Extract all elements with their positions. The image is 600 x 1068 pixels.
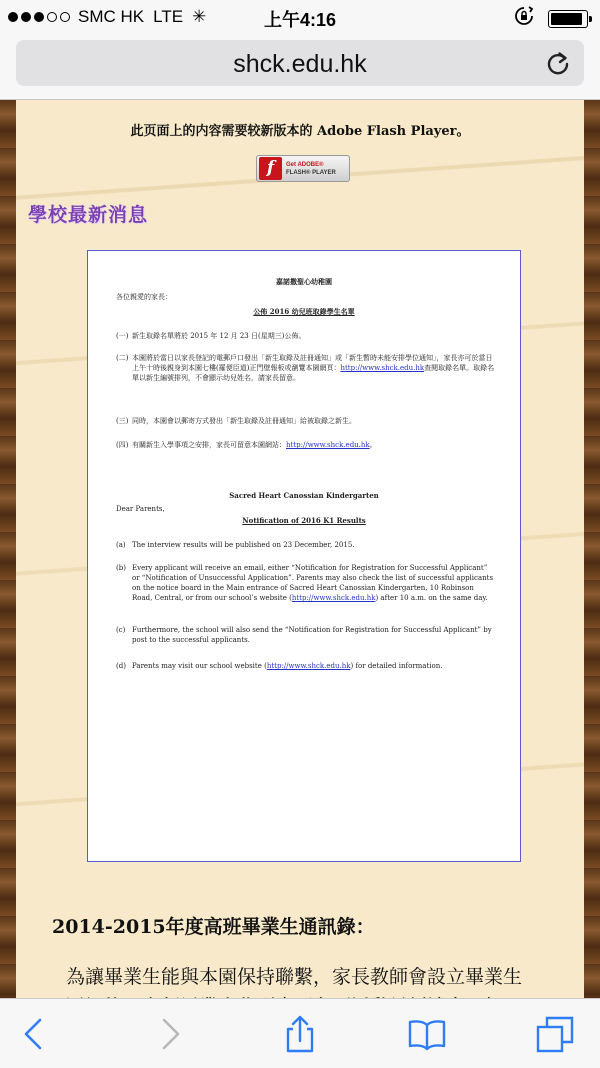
item-text-a: 本園將於當日以家長登記的電郵戶口發出「新生取錄及註冊通知」或「新生暫時未能安排學位通知」，家長亦可於當日上午十時後親身到本園七樓(羅便臣道)正門壁報板或瀏覽本園網頁： xyxy=(132,354,493,372)
item-number: (四) xyxy=(116,441,129,449)
notice-en-item xyxy=(116,661,496,671)
item-text-b: ) after 10 a.m. on the same day. xyxy=(375,594,488,602)
notice-zh-item xyxy=(116,440,496,450)
get-flash-player-button[interactable] xyxy=(256,155,350,182)
tabs-icon xyxy=(534,1013,576,1055)
notice-en-greeting: Dear Parents, xyxy=(116,505,165,513)
back-button[interactable] xyxy=(14,1013,56,1055)
notice-en-school: Sacred Heart Canossian Kindergarten xyxy=(229,491,379,500)
notice-en-item xyxy=(116,563,496,603)
browser-toolbar xyxy=(0,998,600,1068)
flash-required-message: 此页面上的内容需要较新版本的 Adobe Flash Player。 xyxy=(130,124,470,139)
item-text-b: ) for detailed information. xyxy=(350,662,443,670)
battery-fill xyxy=(551,13,582,25)
notice-zh-item xyxy=(116,353,496,383)
flash-badge-text xyxy=(286,161,336,177)
forward-button[interactable] xyxy=(148,1013,190,1055)
status-bar xyxy=(0,0,600,34)
item-text: The interview results will be published on 23 December, 2015. xyxy=(132,541,355,549)
item-text-a: 有關新生入學事項之安排，家長可留意本園網站： xyxy=(132,441,286,449)
item-text-a: Every applicant will receive an email, either “Notification for Registration for Successful Applicant” or “Notification of Unsuccessful Application”. Parents may also check the list of successful applicants on the notice board in the Main entrance of Sacred Heart Canossian Kindergarten, 10 Robinson Road, Central, or from our school’s website ( xyxy=(132,564,494,602)
flash-badge-line1: Get ADOBE® xyxy=(286,161,324,168)
wood-frame-left xyxy=(0,100,16,998)
flash-logo-icon: f xyxy=(259,157,282,180)
bookmarks-button[interactable] xyxy=(406,1013,448,1055)
school-website-link[interactable]: http://www.shck.edu.hk xyxy=(286,441,370,449)
school-website-link[interactable]: http://www.shck.edu.hk xyxy=(340,364,425,372)
admission-notice xyxy=(87,250,521,862)
web-content[interactable] xyxy=(0,100,600,998)
bookmarks-icon xyxy=(406,1013,448,1055)
content-board xyxy=(16,100,584,998)
battery-icon xyxy=(548,10,588,28)
item-text-a: Parents may visit our school website ( xyxy=(132,662,267,670)
notice-zh-item xyxy=(116,331,496,341)
item-number: (一) xyxy=(116,332,129,340)
rotation-lock-icon xyxy=(514,6,534,31)
school-website-link[interactable]: http://www.shck.edu.hk xyxy=(291,594,376,602)
status-right xyxy=(514,6,588,31)
news-section-title: 學校最新消息 xyxy=(28,205,149,226)
reload-icon[interactable] xyxy=(544,49,572,77)
item-text xyxy=(116,440,496,450)
item-number: (c) xyxy=(116,626,126,634)
school-website-link[interactable]: http://www.shck.edu.hk xyxy=(266,662,351,670)
item-text xyxy=(116,353,496,383)
address-bar-area xyxy=(0,34,600,100)
wood-frame-right xyxy=(584,100,600,998)
share-button[interactable] xyxy=(279,1013,321,1055)
notice-zh-item xyxy=(116,416,496,426)
notice-en-item xyxy=(116,540,496,550)
status-time: 上午4:16 xyxy=(263,10,337,30)
notice-zh-school: 嘉諾撒聖心幼稚園 xyxy=(276,277,332,286)
flash-badge-line2: FLASH® PLAYER xyxy=(286,169,336,176)
item-number: (二) xyxy=(116,354,129,362)
tabs-button[interactable] xyxy=(534,1013,576,1055)
item-number: (三) xyxy=(116,417,129,425)
item-text-tail: 。 xyxy=(369,441,377,449)
notice-en-item xyxy=(116,625,496,645)
notice-en-heading: Notification of 2016 K1 Results xyxy=(242,516,366,525)
graduates-title: 2014-2015年度高班畢業生通訊錄： xyxy=(52,916,375,938)
forward-icon xyxy=(148,1013,190,1055)
item-text: 同時，本園會以郵寄方式發出「新生取錄及註冊通知」給被取錄之新生。 xyxy=(132,417,356,425)
graduates-line: 為讓畢業生能與本園保持聯繫，家長教師會設立畢業生 xyxy=(66,966,523,988)
item-text: 新生取錄名單將於 2015 年 12 月 23 日(星期三)公佈。 xyxy=(132,332,306,340)
spinner-icon: ✳ xyxy=(192,7,207,26)
notice-zh-heading: 公佈 2016 幼兒班取錄學生名單 xyxy=(253,307,355,316)
item-text xyxy=(116,661,496,671)
item-text: Furthermore, the school will also send the “Notification for Registration for Successful Applicant” by post to the successful applicants. xyxy=(132,626,492,644)
item-text xyxy=(116,563,496,603)
back-icon xyxy=(14,1013,56,1055)
address-field[interactable] xyxy=(16,40,584,86)
carrier-name: SMC HK xyxy=(78,7,145,26)
item-number: (b) xyxy=(116,564,126,572)
notice-zh-greeting: 各位親愛的家長： xyxy=(116,293,172,301)
item-number: (d) xyxy=(116,662,126,670)
item-number: (a) xyxy=(116,541,126,549)
share-icon xyxy=(279,1013,321,1055)
url-text[interactable]: shck.edu.hk xyxy=(233,50,367,78)
item-text-b: 查閱取錄名單。取錄名單以新生編號排列，不會顯示幼兒姓名，請家長留意。 xyxy=(132,364,495,382)
network-type: LTE xyxy=(153,7,184,26)
